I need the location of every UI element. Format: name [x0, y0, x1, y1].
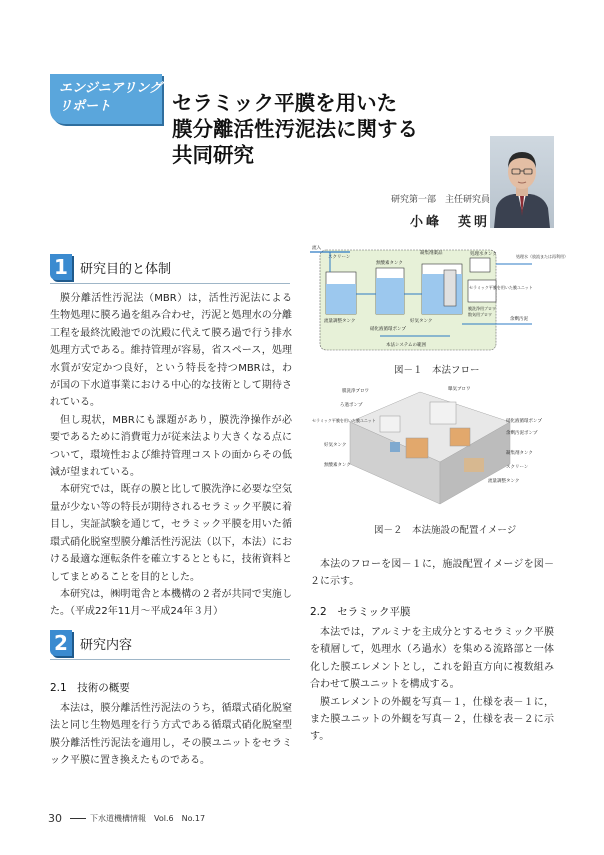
- subsection-2-1-title: 2.1 技術の概要: [50, 682, 130, 694]
- figure-1-caption: 図－１ 本法フロー: [394, 365, 480, 376]
- page-title: [172, 90, 418, 168]
- title-line-1: セラミック平膜を用いた: [172, 91, 398, 115]
- journal-name: 下水道機構情報 Vol.6 No.17: [90, 814, 206, 823]
- s22-paragraph-2: 膜エレメントの外観を写真－１，仕様を表－１に，また膜ユニットの外観を写真－２，仕様を表－２に示す。: [310, 696, 554, 743]
- author-photo: [490, 136, 554, 228]
- page-number: 30: [48, 812, 62, 825]
- s22-paragraph-1: 本法では，アルミナを主成分とするセラミック平膜を積層して，処理水（ろ過水）を集める流路部と一体化した膜エレメントとし，これを鉛直方向に複数組み合わせて膜ユニットを構成する。: [310, 627, 554, 691]
- section-2-heading: [50, 630, 132, 656]
- subsection-2-2-body: [310, 624, 554, 746]
- flow-diagram-svg: [310, 244, 568, 356]
- lbl-blower2: 散気用ブロワ: [468, 312, 492, 317]
- s1-paragraph-3: 本研究では，既存の膜と比して膜洗浄に必要な空気量が少ない等の特長が期待されるセラミック平膜に着目し，実証試験を通じて，セラミック平膜を用いた循環式硝化脱窒型膜分離活性汚泥法（以下，本法）における最適な運転条件を確立するとともに，技術資料としてまとめることを目的とした。: [50, 484, 292, 583]
- section-1-body: [50, 290, 292, 621]
- section-2-title: 研究内容: [80, 637, 133, 653]
- lbl-blower1: 膜洗浄用ブロワ: [468, 306, 496, 311]
- lbl-screen: スクリーン: [328, 255, 351, 260]
- section-2-number: 2: [50, 630, 72, 656]
- lbl-treated: 処理水タンク: [470, 252, 497, 257]
- flow-description: [310, 556, 554, 591]
- figure-1-flow-diagram: [310, 244, 568, 356]
- lbl2-membrane: セラミック平膜を用いた膜ユニット: [312, 418, 376, 423]
- subsection-2-2-title: 2.2 セラミック平膜: [310, 606, 411, 618]
- lbl-aerobic: 好気タンク: [410, 319, 433, 324]
- lbl2-coag: 凝集剤タンク: [506, 451, 533, 456]
- section-1-heading: [50, 254, 171, 280]
- flow-text: 本法のフローを図－１に，施設配置イメージを図－２に示す。: [310, 559, 554, 588]
- lbl-anoxic: 無酸素タンク: [376, 261, 403, 266]
- lbl-membrane: セラミック平膜を用いた膜ユニット: [469, 285, 533, 290]
- author-block: [380, 192, 490, 230]
- section-1-title: 研究目的と体制: [80, 261, 172, 277]
- section-1-number: 1: [50, 254, 72, 280]
- lbl-range: 本法システムの範囲: [386, 343, 427, 348]
- badge-line-1: エンジニアリング: [59, 81, 162, 96]
- author-role: 研究第一部 主任研究員: [390, 195, 490, 205]
- lbl-coagulant: 凝集剤薬品: [420, 251, 443, 256]
- page-footer: [48, 812, 205, 825]
- section-1-divider: [50, 283, 290, 284]
- title-line-3: 共同研究: [172, 143, 254, 167]
- lbl-inflow: 流入: [312, 246, 321, 251]
- lbl2-sludge-pump: 余剰汚泥ポンプ: [506, 431, 538, 436]
- author-name: 小峰 英明: [409, 215, 490, 230]
- lbl2-filter-pump: ろ過ポンプ: [340, 403, 363, 408]
- figure-2-layout-image: [310, 382, 554, 510]
- s1-paragraph-2: 但し現状，MBRにも課題があり，膜洗浄操作が必要であるために消費電力が従来法より大きくなる点について，環境性および維持管理コストの面からその低減が望まれている。: [50, 414, 292, 479]
- section-2-divider: [50, 659, 290, 660]
- lbl-overflow: 処理水（放流または再利用）: [516, 254, 568, 259]
- lbl-return: 硝化液循環ポンプ: [370, 327, 406, 332]
- lbl2-blower-aer: 曝気ブロワ: [448, 387, 471, 392]
- lbl-flow-tank: 流量調整タンク: [324, 319, 356, 324]
- footer-dash: [70, 818, 86, 819]
- s1-paragraph-1: 膜分離活性汚泥法（MBR）は，活性汚泥法による生物処理に膜ろ過を組み合わせ，汚泥と処理水の分離工程を最終沈殿池での沈殿に代えて膜ろ過で行う排水処理方式である。維持管理が容易，省スペース，処理水質が安定かつ良好，という特長を持つMBRは，わが国の下水道事業における中心的な技術として期待されている。: [50, 293, 292, 409]
- lbl2-anoxic: 無酸素タンク: [324, 463, 351, 468]
- lbl-sludge: 余剰汚泥: [510, 317, 528, 322]
- portrait-image: [490, 136, 554, 228]
- layout-image-svg: [310, 382, 554, 510]
- lbl2-aerobic: 好気タンク: [324, 443, 347, 448]
- s1-paragraph-4: 本研究は，㈱明電舎と本機構の２者が共同で実施した。（平成22年11月～平成24年３月）: [50, 588, 292, 618]
- title-line-2: 膜分離活性汚泥法に関する: [172, 117, 418, 141]
- lbl2-screen: スクリーン: [506, 465, 529, 470]
- lbl2-return-pump: 硝化液循環ポンプ: [506, 419, 542, 424]
- lbl2-blower-clean: 膜洗浄ブロワ: [342, 389, 369, 394]
- lbl2-flow-tank: 流量調整タンク: [488, 479, 520, 484]
- report-badge: [50, 74, 162, 124]
- subsection-2-1-body: [50, 700, 292, 770]
- s21-paragraph: 本法は，膜分離活性汚泥法のうち，循環式硝化脱窒法と同じ生物処理を行う方式である循環式硝化脱窒型膜分離活性汚泥法を適用し，その膜ユニットをセラミック平膜に置き換えたものである。: [50, 703, 292, 767]
- figure-2-caption: 図－２ 本法施設の配置イメージ: [374, 525, 517, 536]
- badge-line-2: リポート: [59, 99, 112, 114]
